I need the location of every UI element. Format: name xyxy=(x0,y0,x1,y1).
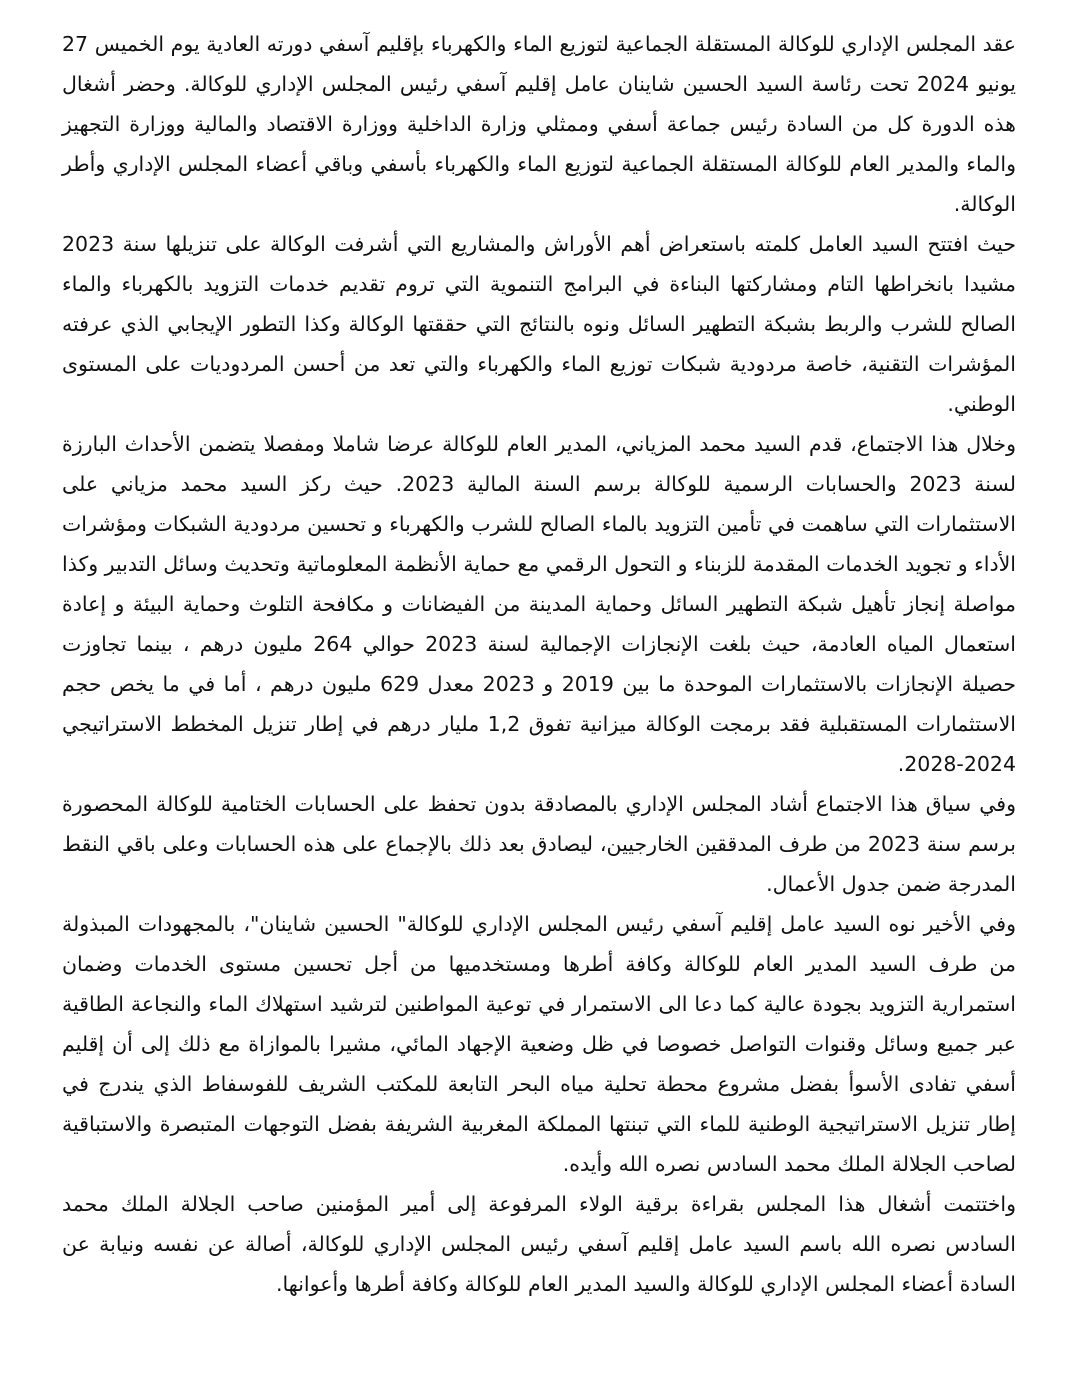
document-body xyxy=(62,24,1016,1304)
paragraph-accounts-approval: وفي سياق هذا الاجتماع أشاد المجلس الإداري بالمصادقة بدون تحفظ على الحسابات الختامية للوكالة المحصورة برسم سنة 2023 من طرف المدققين الخارجيين، ليصادق بعد ذلك بالإجماع على هذه الحسابات وعلى باقي النقط المدرجة ضمن جدول الأعمال. xyxy=(62,792,1016,896)
paragraph-closing-remarks: وفي الأخير نوه السيد عامل إقليم آسفي رئيس المجلس الإداري للوكالة" الحسين شاينان"، بالمجهودات المبذولة من طرف السيد المدير العام للوكالة وكافة أطرها ومستخدميها من أجل تحسين مستوى الخدمات وضمان استمرارية التزويد بجودة عالية كما دعا الى الاستمرار في توعية المواطنين لترشيد استهلاك الماء والنجاعة الطاقية عبر جميع وسائل وقنوات التواصل خصوصا في ظل وضعية الإجهاد المائي، مشيرا بالموازاة مع ذلك إلى أن إقليم أسفي تفادى الأسوأ بفضل مشروع محطة تحلية مياه البحر التابعة للمكتب الشريف للفوسفاط الذي يندرج في إطار تنزيل الاستراتيجية الوطنية للماء التي تبنتها المملكة المغربية الشريفة بفضل التوجهات المتبصرة والاستباقية لصاحب الجلالة الملك محمد السادس نصره الله وأيده. xyxy=(62,912,1016,1176)
paragraph-board-meeting: عقد المجلس الإداري للوكالة المستقلة الجماعية لتوزيع الماء والكهرباء بإقليم آسفي دورته العادية يوم الخميس 27 يونيو 2024 تحت رئاسة السيد الحسين شاينان عامل إقليم آسفي رئيس المجلس الإداري للوكالة. وحضر أشغال هذه الدورة كل من السادة رئيس جماعة أسفي وممثلي وزارة الداخلية ووزارة الاقتصاد والمالية ووزارة التجهيز والماء والمدير العام للوكالة المستقلة الجماعية لتوزيع الماء والكهرباء بأسفي وباقي أعضاء المجلس الإداري وأطر الوكالة. xyxy=(62,32,1017,216)
paragraph-governor-speech: حيث افتتح السيد العامل كلمته باستعراض أهم الأوراش والمشاريع التي أشرفت الوكالة على تنزيلها سنة 2023 مشيدا بانخراطها التام ومشاركتها البناءة في البرامج التنموية التي تروم تقديم خدمات التزويد بالكهرباء والماء الصالح للشرب والربط بشبكة التطهير السائل ونوه بالنتائج التي حققتها الوكالة وكذا التطور الإيجابي الذي عرفته المؤشرات التقنية، خاصة مردودية شبكات توزيع الماء والكهرباء والتي تعد من أحسن المردوديات على المستوى الوطني. xyxy=(62,232,1016,416)
paragraph-loyalty-telegram: واختتمت أشغال هذا المجلس بقراءة برقية الولاء المرفوعة إلى أمير المؤمنين صاحب الجلالة الملك محمد السادس نصره الله باسم السيد عامل إقليم آسفي رئيس المجلس الإداري للوكالة، أصالة عن نفسه ونيابة عن السادة أعضاء المجلس الإداري للوكالة والسيد المدير العام للوكالة وكافة أطرها وأعوانها. xyxy=(62,1192,1016,1296)
paragraph-director-report: وخلال هذا الاجتماع، قدم السيد محمد المزياني، المدير العام للوكالة عرضا شاملا ومفصلا يتضمن الأحداث البارزة لسنة 2023 والحسابات الرسمية للوكالة برسم السنة المالية 2023. حيث ركز السيد محمد مزياني على الاستثمارات التي ساهمت في تأمين التزويد بالماء الصالح للشرب والكهرباء و تحسين مردودية الشبكات ومؤشرات الأداء و تجويد الخدمات المقدمة للزبناء و التحول الرقمي مع حماية الأنظمة المعلوماتية وتحديث وسائل التدبير وكذا مواصلة إنجاز تأهيل شبكة التطهير السائل وحماية المدينة من الفيضانات و مكافحة التلوث وحماية البيئة و إعادة استعمال المياه العادمة، حيث بلغت الإنجازات الإجمالية لسنة 2023 حوالي 264 مليون درهم ، بينما تجاوزت حصيلة الإنجازات بالاستثمارات الموحدة ما بين 2019 و 2023 معدل 629 مليون درهم ، أما في ما يخص حجم الاستثمارات المستقبلية فقد برمجت الوكالة ميزانية تفوق 1,2 مليار درهم في إطار تنزيل المخطط الاستراتيجي 2024-2028. xyxy=(62,432,1017,776)
